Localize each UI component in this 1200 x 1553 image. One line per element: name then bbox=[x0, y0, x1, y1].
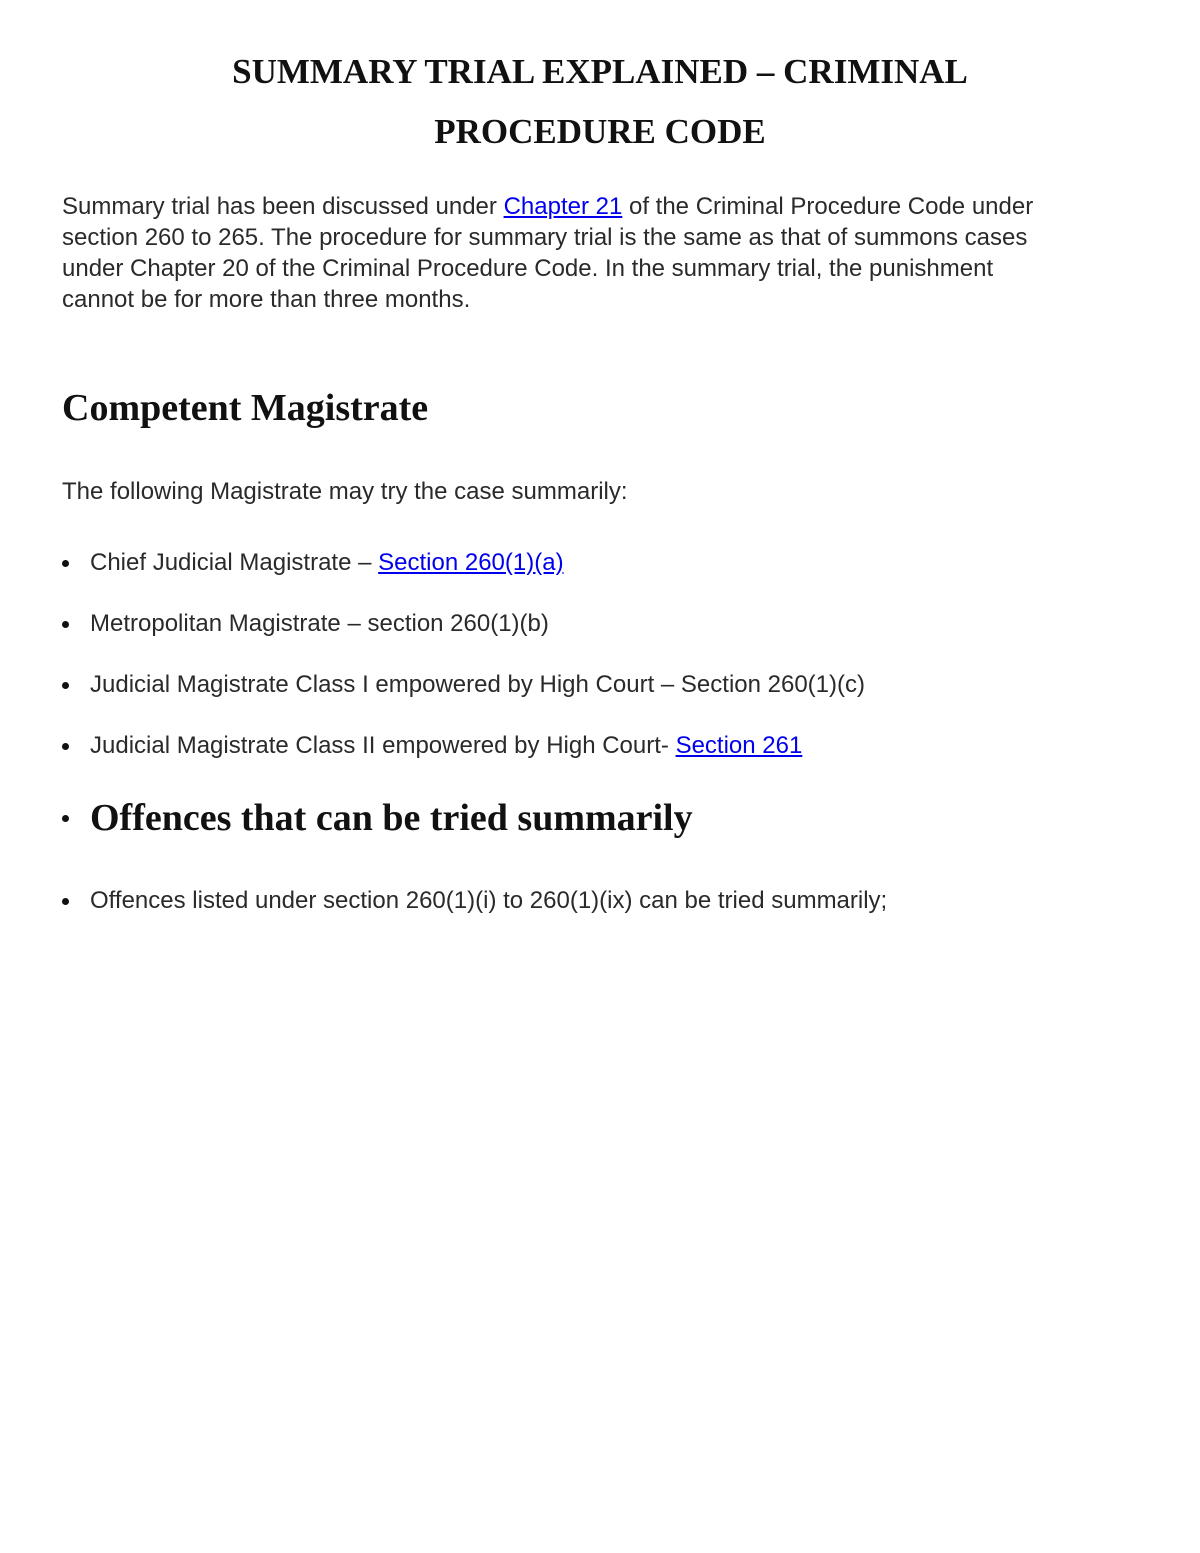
document-title-line-1: SUMMARY TRIAL EXPLAINED – CRIMINAL bbox=[232, 52, 968, 91]
bullet-icon bbox=[62, 621, 69, 628]
list-item-metropolitan-magistrate bbox=[62, 604, 549, 644]
bullet-icon bbox=[62, 682, 69, 689]
intro-line-1 bbox=[62, 191, 1152, 222]
magistrate-label: Judicial Magistrate Class I empowered by High Court – Section 260(1)(c) bbox=[90, 671, 865, 698]
offences-heading: Offences that can be tried summarily bbox=[90, 797, 693, 839]
magistrate-label: Chief Judicial Magistrate – bbox=[90, 549, 379, 576]
bullet-icon bbox=[62, 898, 69, 905]
intro-line-3: under Chapter 20 of the Criminal Procedure Code. In the summary trial, the punishment bbox=[62, 255, 994, 282]
competent-lead-text: The following Magistrate may try the case summarily: bbox=[62, 478, 628, 505]
list-item-chief-judicial-magistrate bbox=[62, 543, 564, 583]
bullet-icon bbox=[62, 560, 69, 567]
section-260-1-a-link[interactable]: Section 260(1)(a) bbox=[378, 549, 564, 576]
list-item-offences-listed bbox=[62, 881, 887, 921]
list-item-judicial-magistrate-class-1 bbox=[62, 665, 865, 705]
bullet-icon bbox=[62, 815, 69, 822]
magistrate-label: Judicial Magistrate Class II empowered by High Court- bbox=[90, 732, 676, 759]
document-title-line-2: PROCEDURE CODE bbox=[434, 112, 766, 151]
intro-text-before-link: Summary trial has been discussed under bbox=[62, 193, 504, 220]
bullet-icon bbox=[62, 743, 69, 750]
competent-magistrate-heading: Competent Magistrate bbox=[62, 387, 429, 429]
offences-item-text: Offences listed under section 260(1)(i) to 260(1)(ix) can be tried summarily; bbox=[90, 887, 888, 914]
intro-line-2: section 260 to 265. The procedure for summary trial is the same as that of summons cases bbox=[62, 224, 1028, 251]
list-item-judicial-magistrate-class-2 bbox=[62, 726, 802, 766]
chapter-21-link[interactable]: Chapter 21 bbox=[503, 193, 623, 220]
intro-paragraph bbox=[62, 191, 1152, 315]
magistrate-label: Metropolitan Magistrate – section 260(1)(b) bbox=[90, 610, 549, 637]
intro-line-4: cannot be for more than three months. bbox=[62, 286, 471, 313]
intro-text-after-link: of the Criminal Procedure Code under bbox=[622, 193, 1034, 220]
offences-heading-item bbox=[62, 796, 693, 840]
section-261-link[interactable]: Section 261 bbox=[675, 732, 803, 759]
